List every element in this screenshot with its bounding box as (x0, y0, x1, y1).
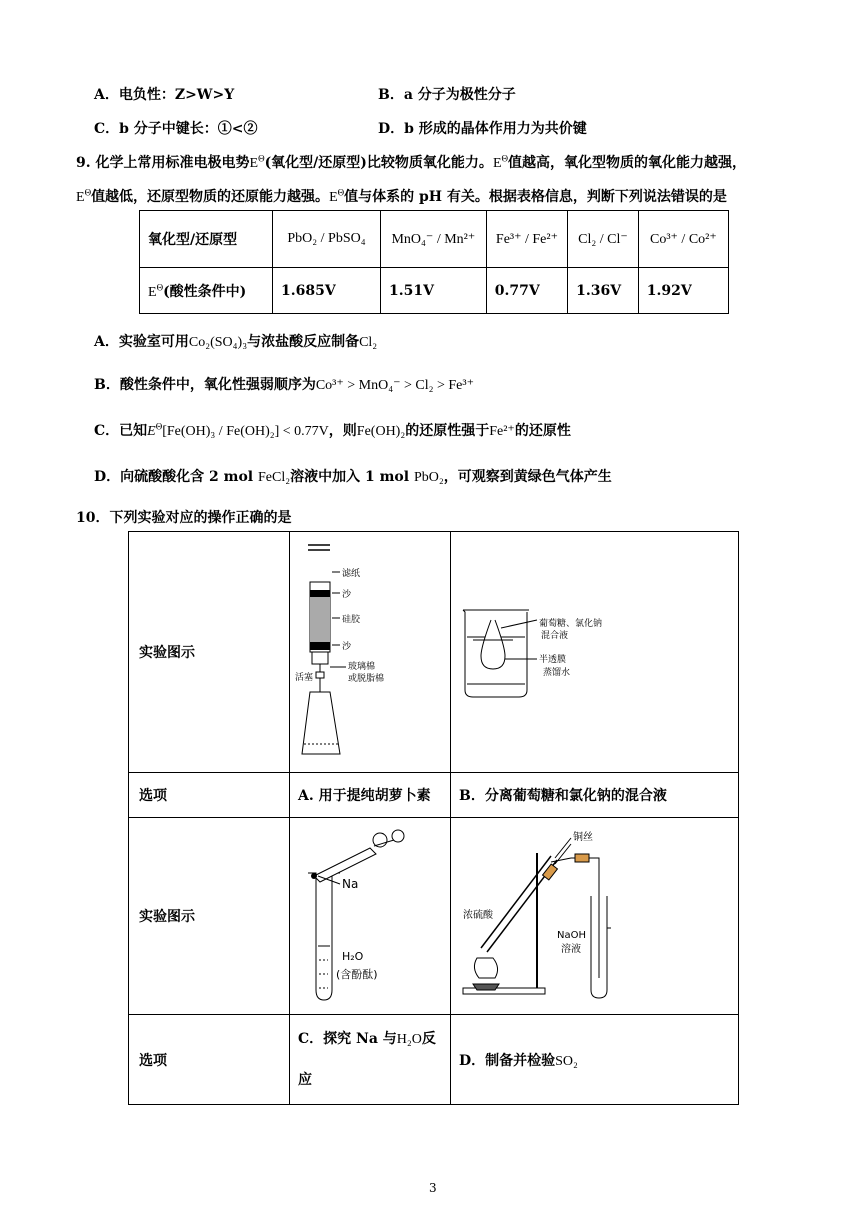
row-label-figure-2: 实验图示 (129, 818, 290, 1015)
q8-option-a: A．电负性：Z>W>Y (94, 87, 235, 103)
label-h2o: H₂O (342, 950, 364, 963)
label-glass-wool: 玻璃棉 (348, 662, 376, 672)
chromatography-column-figure (290, 532, 450, 768)
table-value-fe: 0.77V (486, 268, 567, 314)
option-b-cell: B．分离葡萄糖和氯化钠的混合液 (451, 773, 739, 818)
label-na: Na (342, 877, 359, 891)
figure-d-cell (451, 818, 739, 1015)
figure-a-cell (290, 532, 451, 773)
label-mixture: 葡萄糖、氯化钠 (539, 619, 603, 629)
table-pair-fe: Fe³⁺ / Fe²⁺ (486, 211, 567, 268)
table-value-co: 1.92V (638, 268, 728, 314)
label-phenolphthalein: (含酚酞) (336, 968, 378, 981)
label-naoh: NaOH (557, 930, 586, 941)
label-membrane: 半透膜 (539, 655, 567, 665)
table-value-cl2: 1.36V (568, 268, 639, 314)
sodium-water-figure (290, 818, 450, 1010)
label-cotton: 或脱脂棉 (348, 674, 385, 684)
row-label-option-2: 选项 (129, 1015, 290, 1105)
label-copper-wire: 铜丝 (573, 832, 593, 843)
label-sand-top: 沙 (342, 590, 352, 600)
q9-option-a: A．实验室可用Co₂(SO₄)₃与浓盐酸反应制备Cl₂ (94, 334, 378, 350)
page-number: 3 (429, 1181, 437, 1195)
table-pair-pbo2: PbO₂ / PbSO₄ (272, 211, 380, 268)
label-mixture-2: 混合液 (541, 631, 569, 641)
dialysis-figure (451, 532, 738, 768)
option-c-cell: C．探究 Na 与H₂O反 应 (290, 1015, 451, 1105)
q9-stem-line1: 9. 化学上常用标准电极电势$E^\Theta$(氧化型/还原型)比较物质氧化能力。$E^\Theta$值越高，氧化型物质的氧化能力越强， (76, 153, 746, 171)
option-a-cell: A. 用于提纯胡萝卜素 (290, 773, 451, 818)
q8-option-d: D．b 形成的晶体作用力为共价键 (378, 121, 587, 137)
table-header-pair: 氧化型/还原型 (140, 211, 273, 268)
label-sand-bottom: 沙 (342, 642, 352, 652)
q8-option-b: B．a 分子为极性分子 (378, 87, 516, 103)
table-header-e: $E^\Theta$(酸性条件中) (140, 268, 273, 314)
table-value-mno4: 1.51V (380, 268, 486, 314)
row-label-figure-1: 实验图示 (129, 532, 290, 773)
q9-potential-table (139, 210, 729, 314)
figure-b-cell (451, 532, 739, 773)
so2-apparatus-figure (451, 818, 738, 1010)
table-value-pbo2: 1.685V (272, 268, 380, 314)
row-label-option-1: 选项 (129, 773, 290, 818)
option-d-cell: D．制备并检验SO₂ (451, 1015, 739, 1105)
q9-option-d: D．向硫酸酸化含 2 mol FeCl₂溶液中加入 1 mol PbO₂，可观察到黄绿色气体产生 (94, 469, 612, 485)
table-pair-co: Co³⁺ / Co²⁺ (638, 211, 728, 268)
label-filter-paper: 滤纸 (342, 569, 361, 579)
table-pair-mno4: MnO₄⁻ / Mn²⁺ (380, 211, 486, 268)
figure-c-cell (290, 818, 451, 1015)
q9-option-b: B．酸性条件中，氧化性强弱顺序为Co³⁺ > MnO₄⁻ > Cl₂ > Fe³⁺ (94, 377, 474, 393)
q10-stem: 10．下列实验对应的操作正确的是 (76, 510, 292, 526)
label-silica-gel: 硅胶 (342, 615, 361, 625)
label-conc-sulfuric-acid: 浓硫酸 (463, 910, 493, 921)
q8-option-c: C．b 分子中键长：①<② (94, 121, 258, 137)
q9-option-c: C．已知$E^\Theta[Fe(OH)_3 / Fe(OH)_2] < 0.77V$，则Fe(OH)₂的还原性强于Fe²⁺的还原性 (94, 421, 571, 439)
table-pair-cl2: Cl₂ / Cl⁻ (568, 211, 639, 268)
label-solution: 溶液 (561, 944, 581, 955)
q9-stem-line2: $E^\Theta$值越低，还原型物质的还原能力越强。$E^\Theta$值与体系的 pH 有关。根据表格信息，判断下列说法错误的是 (76, 187, 727, 205)
q10-experiment-table (128, 531, 739, 1105)
label-distilled-water: 蒸馏水 (543, 668, 571, 678)
label-stopcock: 活塞 (295, 673, 314, 683)
